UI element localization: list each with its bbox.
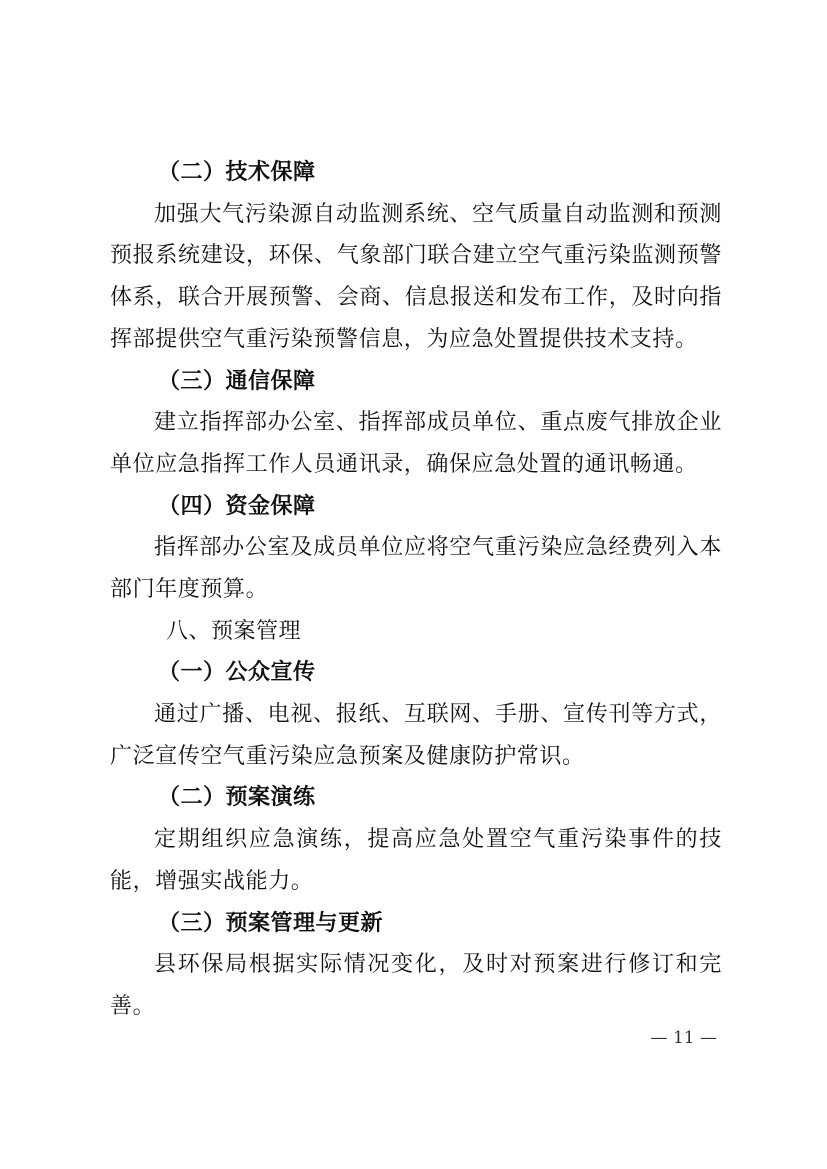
heading-plan-update: （三）预案管理与更新 [158, 910, 384, 936]
paragraph-public-publicity: 通过广播、电视、报纸、互联网、手册、宣传刊等方式，广泛宣传空气重污染应急预案及健康防护常识。 [110, 702, 722, 769]
paragraph-plan-update: 县环保局根据实际情况变化，及时对预案进行修订和完善。 [110, 952, 722, 1019]
heading-communication-support: （三）通信保障 [158, 368, 316, 394]
page-number: — 11 — [650, 1028, 717, 1048]
paragraph-technical-support: 加强大气污染源自动监测系统、空气质量自动监测和预测预报系统建设，环保、气象部门联合建立空气重污染监测预警体系，联合开展预警、会商、信息报送和发布工作，及时向指挥部提供空气重污染预警信息，为应急处置提供技术支持。 [110, 201, 722, 352]
heading-funding-support: （四）资金保障 [158, 493, 316, 519]
heading-technical-support: （二）技术保障 [158, 160, 316, 185]
heading-public-publicity: （一）公众宣传 [158, 660, 316, 686]
section-title-plan-management: 八、预案管理 [166, 618, 302, 644]
paragraph-plan-drill: 定期组织应急演练，提高应急处置空气重污染事件的技能，增强实战能力。 [110, 827, 722, 894]
document-body [110, 152, 722, 1028]
heading-plan-drill: （二）预案演练 [158, 785, 316, 811]
paragraph-communication-support: 建立指挥部办公室、指挥部成员单位、重点废气排放企业单位应急指挥工作人员通讯录，确保应急处置的通讯畅通。 [110, 410, 722, 477]
paragraph-funding-support: 指挥部办公室及成员单位应将空气重污染应急经费列入本部门年度预算。 [110, 535, 722, 602]
